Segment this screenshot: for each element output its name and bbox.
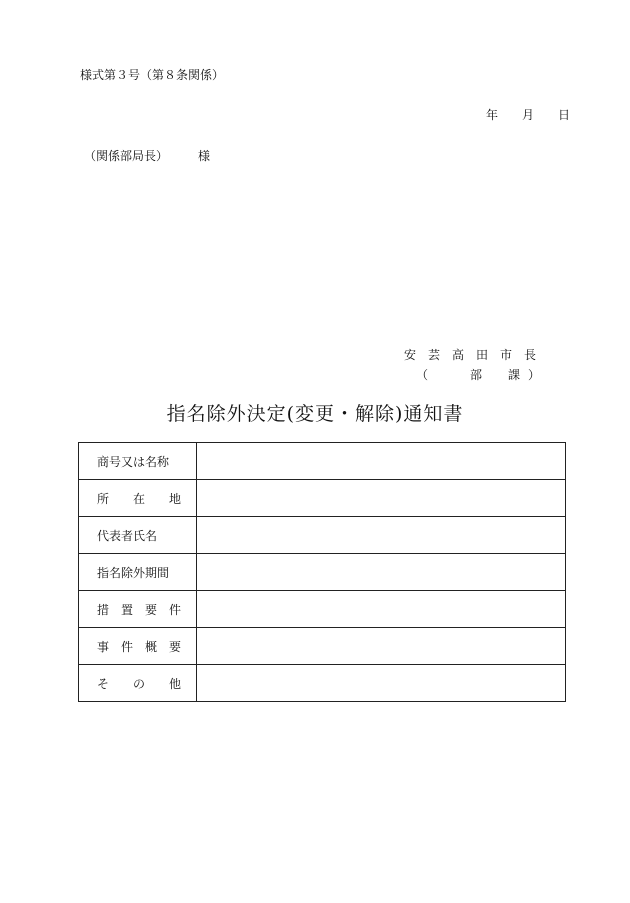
table-row (79, 665, 566, 702)
dept-open-paren: （ (416, 368, 429, 382)
table-row (79, 517, 566, 554)
table-row (79, 554, 566, 591)
row-label-cell (79, 480, 197, 517)
row-label-cell (79, 591, 197, 628)
table-row (79, 480, 566, 517)
row-value-field[interactable] (197, 591, 566, 628)
form-number: 様式第３号（第８条関係） (80, 68, 225, 82)
dept-label: 部 (470, 368, 483, 382)
row-label-cell (79, 517, 197, 554)
row-label: 所 在 地 (97, 491, 182, 506)
row-label-cell (79, 443, 197, 480)
row-value-field[interactable] (197, 480, 566, 517)
row-value-field[interactable] (197, 517, 566, 554)
date-line (486, 106, 570, 123)
row-label: そ の 他 (97, 676, 182, 691)
document-title: 指名除外決定(変更・解除)通知書 (166, 403, 464, 425)
table-row (79, 443, 566, 480)
section-label: 課 (508, 368, 521, 382)
row-value-field[interactable] (197, 628, 566, 665)
notice-info-table (78, 442, 566, 702)
issuer-department (416, 366, 540, 383)
row-label-cell (79, 665, 197, 702)
table-row (79, 591, 566, 628)
day-label: 日 (558, 108, 571, 122)
issuer-name: 安芸高田市長 (404, 348, 549, 362)
addressee (84, 147, 210, 164)
row-value-field[interactable] (197, 443, 566, 480)
dept-close-paren: ） (528, 368, 541, 382)
year-label: 年 (486, 108, 499, 122)
row-label-cell (79, 554, 197, 591)
row-label: 事 件 概 要 (97, 639, 182, 654)
month-label: 月 (522, 108, 535, 122)
row-label: 措 置 要 件 (97, 602, 182, 617)
table-row (79, 628, 566, 665)
row-value-field[interactable] (197, 554, 566, 591)
row-label: 代表者氏名 (97, 528, 158, 543)
addressee-title: （関係部局長） (84, 149, 169, 163)
row-label: 指名除外期間 (97, 565, 170, 580)
row-value-field[interactable] (197, 665, 566, 702)
row-label: 商号又は名称 (97, 454, 170, 469)
row-label-cell (79, 628, 197, 665)
honorific: 様 (198, 149, 211, 163)
